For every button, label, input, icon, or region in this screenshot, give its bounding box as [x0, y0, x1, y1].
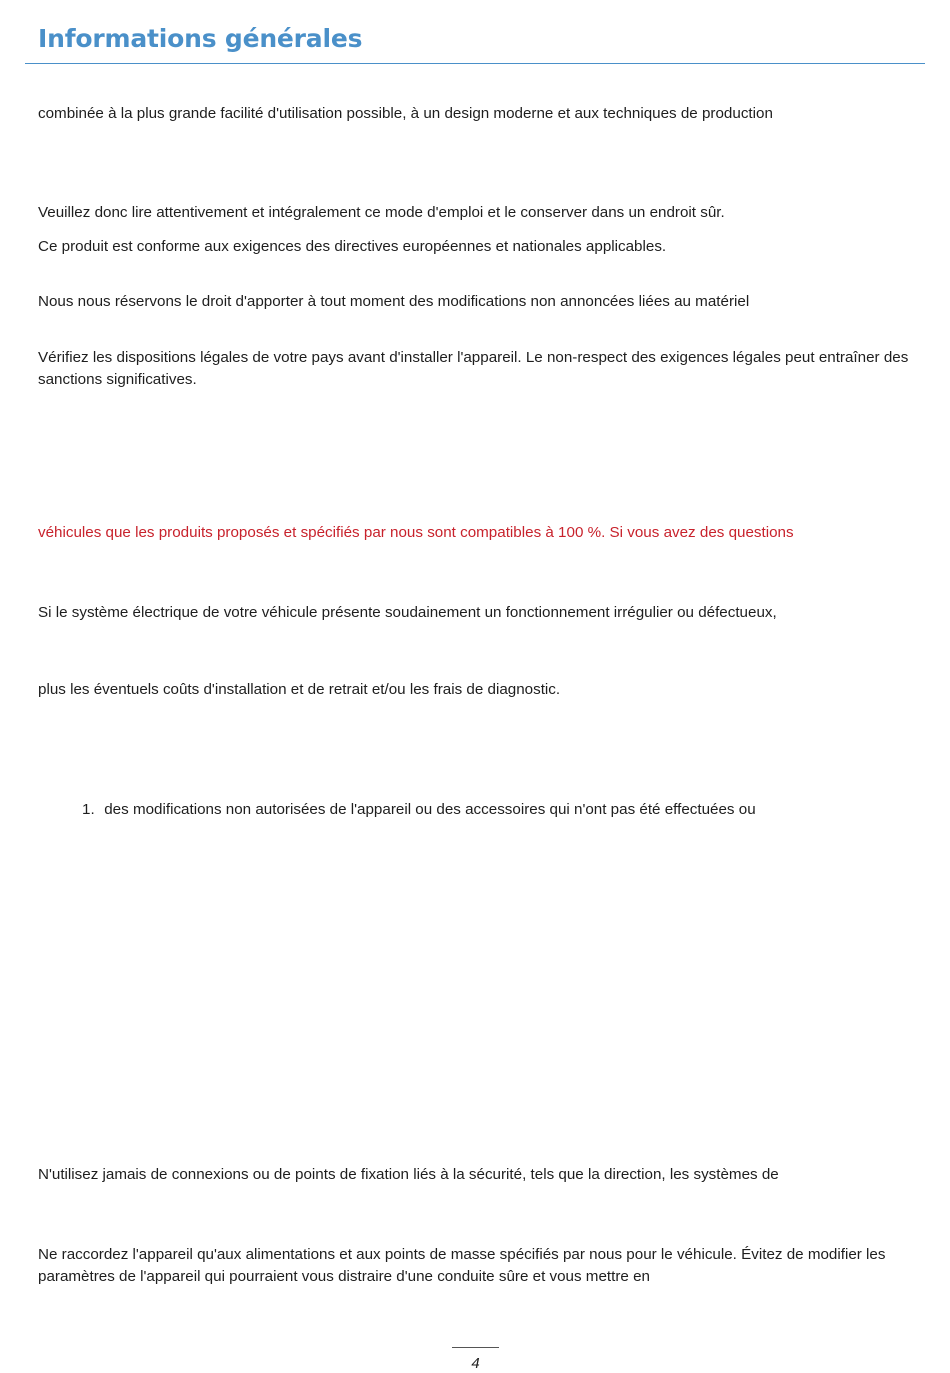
- list-item: [82, 799, 756, 821]
- paragraph-design: combinée à la plus grande facilité d'utilisation possible, à un design moderne et aux techniques de production: [38, 105, 773, 122]
- list-item-number: 1.: [82, 801, 95, 818]
- paragraph-safety-connections: N'utilisez jamais de connexions ou de points de fixation liés à la sécurité, tels que la direction, les systèmes de: [38, 1166, 779, 1183]
- paragraph-legal: Vérifiez les dispositions légales de votre pays avant d'installer l'appareil. Le non-respect des exigences légales peut entraîner des sanctions significatives.: [38, 349, 909, 388]
- footer-divider: [452, 1347, 499, 1348]
- page-number: 4: [471, 1355, 480, 1372]
- paragraph-conformity: Ce produit est conforme aux exigences des directives européennes et nationales applicables.: [38, 238, 667, 255]
- paragraph-read-manual: Veuillez donc lire attentivement et intégralement ce mode d'emploi et le conserver dans un endroit sûr.: [38, 204, 725, 221]
- paragraph-electrical-system: Si le système électrique de votre véhicule présente soudainement un fonctionnement irrégulier ou défectueux,: [38, 604, 777, 621]
- list-item-text: des modifications non autorisées de l'appareil ou des accessoires qui n'ont pas été effectuées ou: [104, 801, 756, 818]
- paragraph-modifications: Nous nous réservons le droit d'apporter à tout moment des modifications non annoncées liées au matériel: [38, 293, 750, 310]
- page-title: Informations générales: [38, 24, 363, 53]
- paragraph-compatibility-warning: véhicules que les produits proposés et spécifiés par nous sont compatibles à 100 %. Si vous avez des questions: [38, 524, 794, 541]
- title-divider: [25, 63, 925, 64]
- paragraph-costs: plus les éventuels coûts d'installation et de retrait et/ou les frais de diagnostic.: [38, 681, 561, 698]
- paragraph-power-supply: Ne raccordez l'appareil qu'aux alimentations et aux points de masse spécifiés par nous pour le véhicule. Évitez de modifier les paramètres de l'appareil qui pourraient vous distraire d'une conduite sûre et vous mettre en: [38, 1246, 886, 1285]
